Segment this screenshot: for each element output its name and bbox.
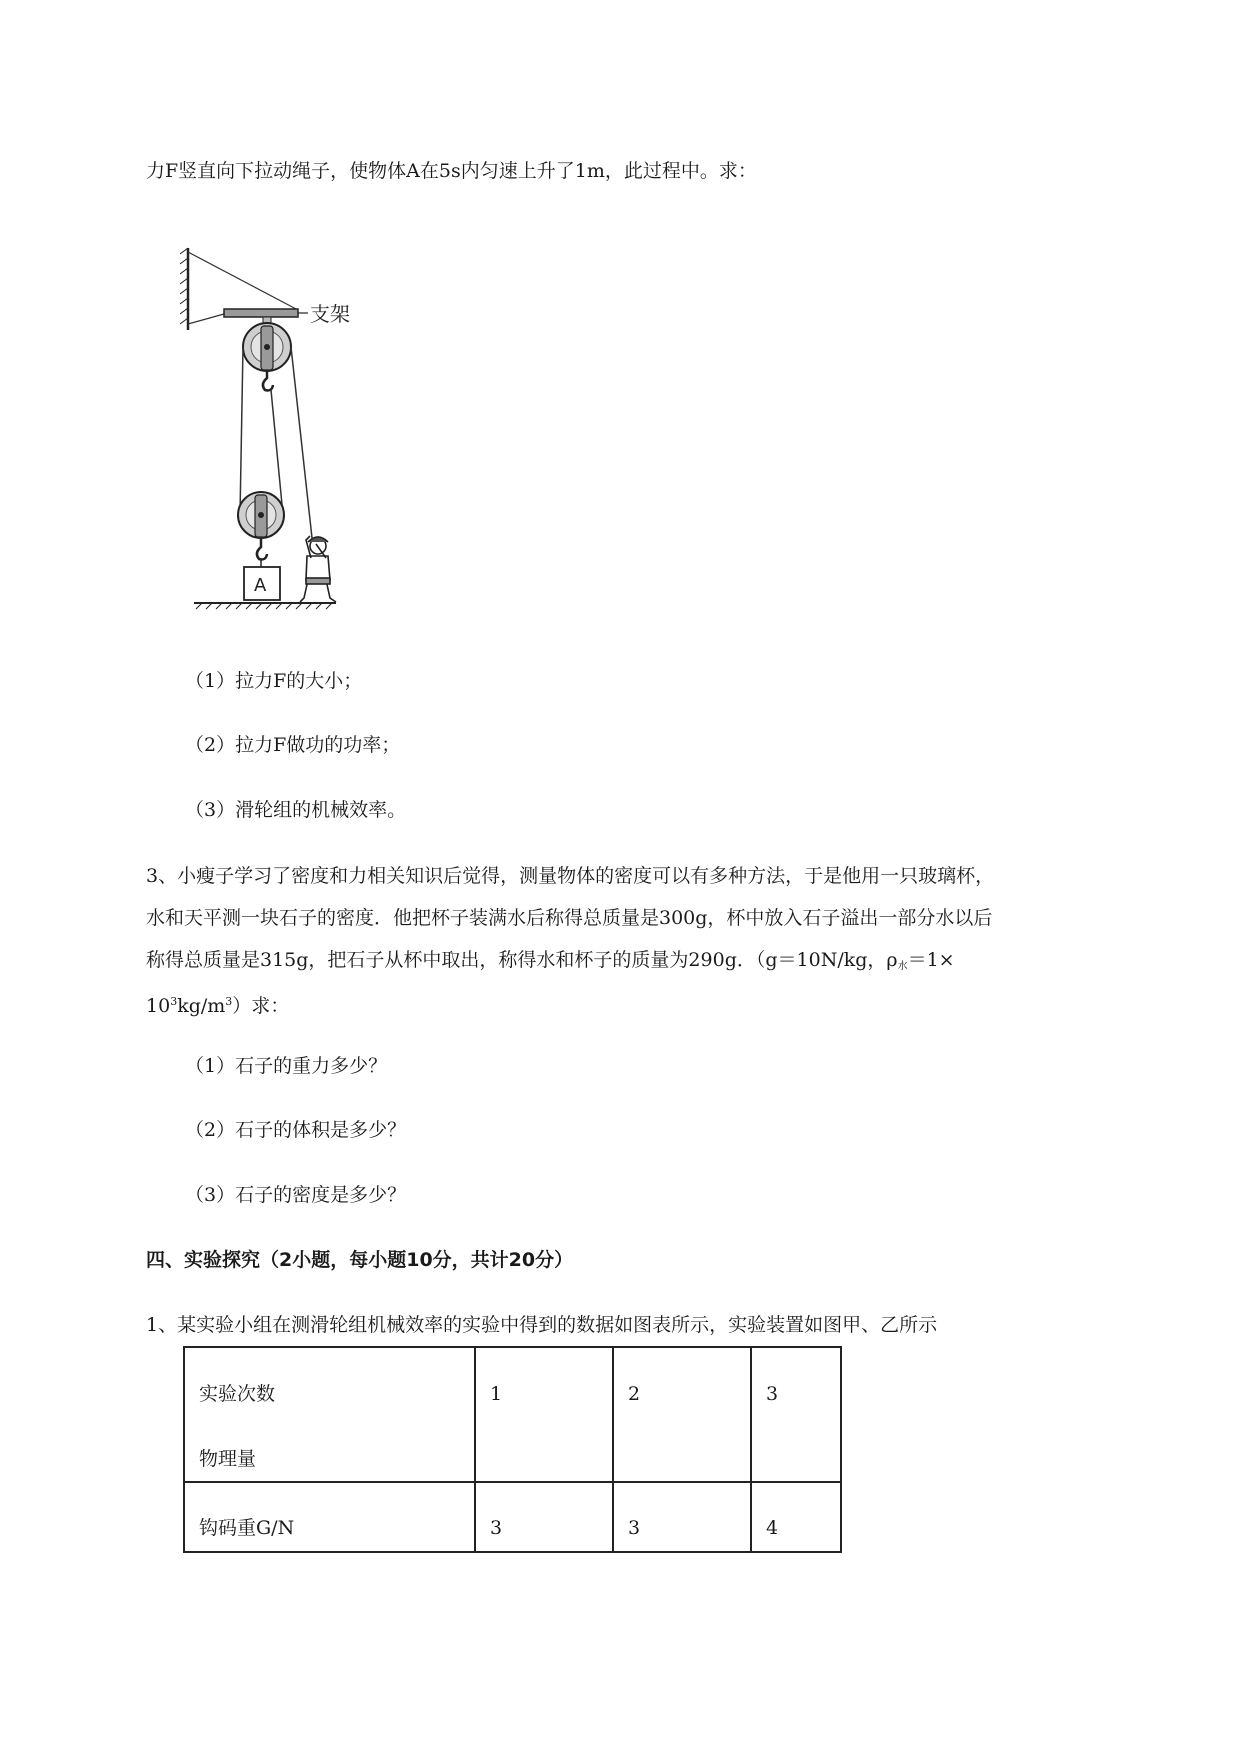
problem3-line-4 (146, 989, 289, 1019)
section4-heading: 四、实验探究（2小题，每小题10分，共计20分） (146, 1249, 574, 1271)
person-pulling (300, 536, 336, 602)
experiment-data-table (183, 1346, 842, 1553)
pulley-system-figure (180, 240, 385, 620)
ground (194, 603, 336, 609)
support-label: 支架 (310, 302, 350, 326)
header-trial-label: 实验次数 (199, 1383, 276, 1405)
table-cell (751, 1347, 841, 1482)
problem2-question-1: （1）拉力F的大小； (185, 670, 363, 692)
experiment1-intro: 1、某实验小组在测滑轮组机械效率的实验中得到的数据如图表所示，实验装置如图甲、乙所示 (146, 1314, 938, 1336)
problem3-line-3 (146, 947, 955, 980)
table-cell (613, 1347, 751, 1482)
trial-number-2: 2 (628, 1383, 641, 1405)
table-cell (613, 1482, 751, 1552)
table-cell (184, 1482, 475, 1552)
table-row (184, 1482, 841, 1552)
trial-number-3: 3 (766, 1383, 779, 1405)
problem3-question-3: （3）石子的密度是多少？ (185, 1184, 407, 1206)
problem3-line-1: 3、小瘦子学习了密度和力相关知识后觉得，测量物体的密度可以有多种方法，于是他用一只玻璃杯， (146, 865, 995, 887)
problem3-line-2: 水和天平测一块石子的密度．他把杯子装满水后称得总质量是300g，杯中放入石子溢出一部分水以后 (146, 907, 993, 929)
table-header-cell (184, 1347, 475, 1482)
density-exponent: 3 (170, 995, 178, 1008)
problem3-line-4-tail: ）求： (232, 995, 290, 1017)
block-a-label: A (254, 575, 267, 596)
support-bar (224, 309, 298, 317)
problem3-question-1: （1）石子的重力多少？ (185, 1055, 388, 1077)
row-value: 3 (628, 1517, 641, 1539)
header-quantity-label: 物理量 (199, 1448, 257, 1470)
table-header-row (184, 1347, 841, 1482)
table-cell (475, 1482, 613, 1552)
intro-line: 力F竖直向下拉动绳子，使物体A在5s内匀速上升了1m，此过程中。求： (146, 160, 757, 182)
problem3-line-3-main: 称得总质量是315g，把石子从杯中取出，称得水和杯子的质量为290g．（g＝10N/kg，ρ (146, 949, 898, 971)
row-value: 4 (766, 1517, 779, 1539)
problem3-line-3-tail: ＝1× (907, 949, 955, 971)
table-cell (751, 1482, 841, 1552)
table-cell (475, 1347, 613, 1482)
rho-subscript: 水 (897, 961, 908, 972)
unit-exponent: 3 (225, 995, 233, 1008)
problem2-question-2: （2）拉力F做功的功率； (185, 734, 401, 756)
row-label: 钩码重G/N (199, 1517, 295, 1539)
density-unit: kg/m (177, 995, 226, 1017)
wall (180, 248, 188, 330)
problem2-question-3: （3）滑轮组的机械效率。 (185, 799, 407, 821)
density-base: 10 (146, 995, 171, 1017)
row-value: 3 (490, 1517, 503, 1539)
problem3-question-2: （2）石子的体积是多少？ (185, 1119, 407, 1141)
trial-number-1: 1 (490, 1383, 503, 1405)
